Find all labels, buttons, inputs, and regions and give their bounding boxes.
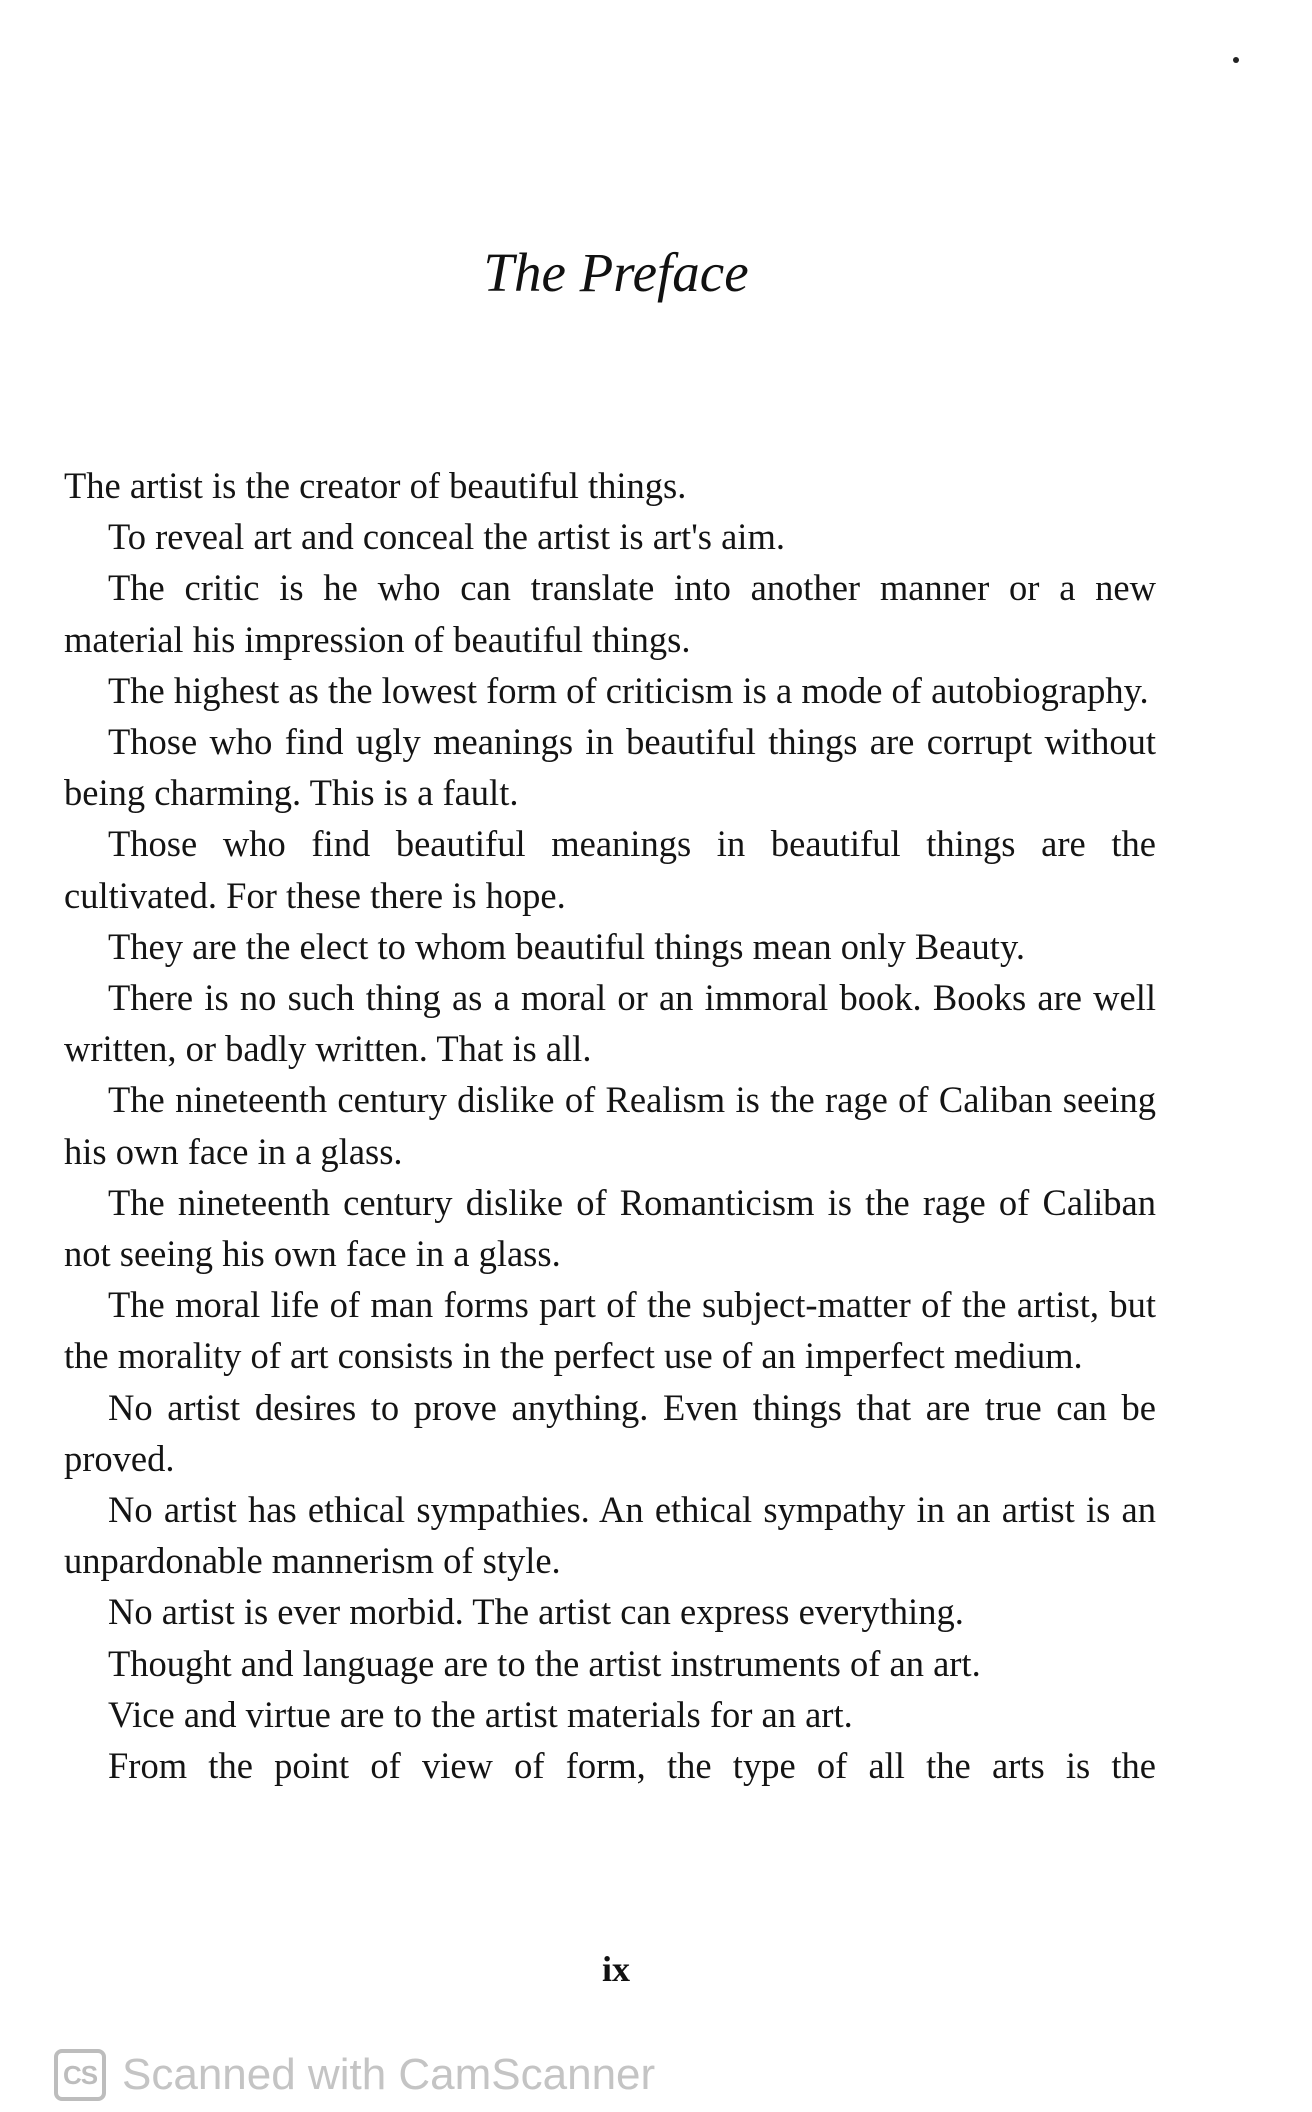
- paragraph: Thought and language are to the artist instruments of an art.: [108, 1642, 981, 1684]
- page-title: The Preface: [483, 242, 749, 303]
- paragraph: The nineteenth century dislike of Realism is the rage of Caliban seeing his own face in a glass.: [64, 1079, 1156, 1172]
- camscanner-logo-icon: CS: [54, 2049, 106, 2101]
- paragraph: No artist has ethical sympathies. An ethical sympathy in an artist is an unpardonable mannerism of style.: [64, 1489, 1156, 1582]
- watermark-text: Scanned with CamScanner: [122, 2050, 656, 2099]
- paragraph: No artist is ever morbid. The artist can express everything.: [108, 1591, 964, 1633]
- paragraph: The nineteenth century dislike of Romanticism is the rage of Caliban not seeing his own face in a glass.: [64, 1181, 1156, 1275]
- paragraph: From the point of view of form, the type of all the arts is the: [108, 1745, 1156, 1787]
- paragraph: The moral life of man forms part of the subject-matter of the artist, but the morality of art consists in the perfect use of an imperfect medium.: [64, 1284, 1156, 1377]
- paragraph: The critic is he who can translate into another manner or a new material his impression of beautiful things.: [64, 567, 1156, 660]
- paragraph: Those who find ugly meanings in beautiful things are corrupt without being charming. This is a fault.: [64, 721, 1156, 814]
- paragraph: Those who find beautiful meanings in beautiful things are the cultivated. For these there is hope.: [64, 823, 1156, 916]
- paragraph: The highest as the lowest form of criticism is a mode of autobiography.: [108, 669, 1149, 711]
- ink-speck: [1233, 57, 1239, 63]
- paragraph: To reveal art and conceal the artist is art's aim.: [108, 516, 785, 558]
- page-number: ix: [601, 1949, 630, 1989]
- paragraph: No artist desires to prove anything. Even things that are true can be proved.: [64, 1386, 1156, 1479]
- paragraph: They are the elect to whom beautiful things mean only Beauty.: [108, 925, 1025, 967]
- camscanner-watermark: [54, 2043, 655, 2107]
- paragraph: Vice and virtue are to the artist materials for an art.: [108, 1693, 853, 1735]
- paragraph: The artist is the creator of beautiful things.: [64, 465, 687, 506]
- paragraph: There is no such thing as a moral or an immoral book. Books are well written, or badly written. That is all.: [64, 977, 1156, 1070]
- preface-text: [64, 460, 1156, 1791]
